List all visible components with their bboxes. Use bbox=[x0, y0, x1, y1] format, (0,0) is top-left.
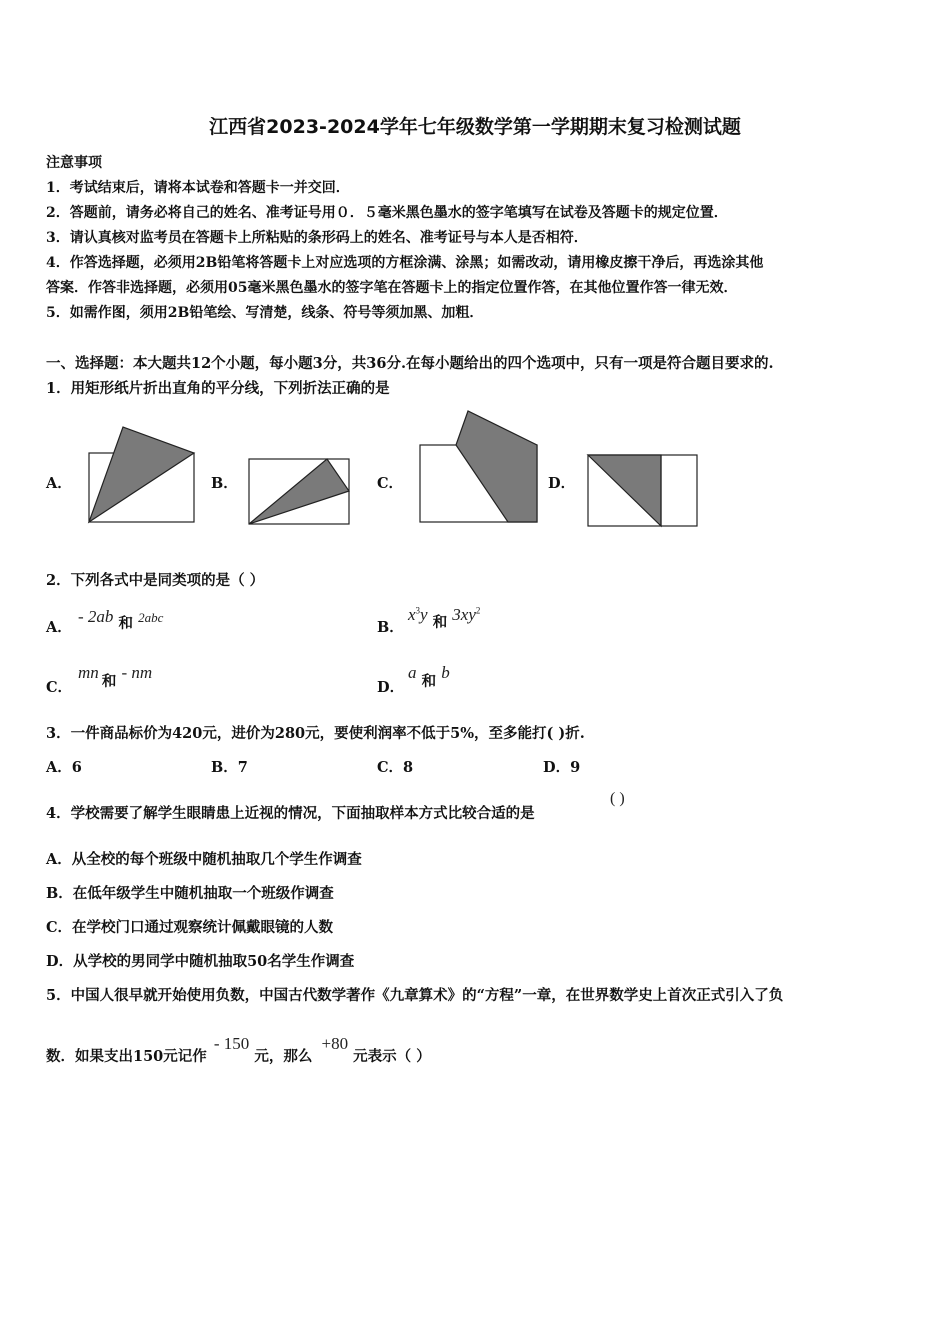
question-5-line2 bbox=[46, 1033, 431, 1065]
question-1-stem: 1．用矩形纸片折出直角的平分线，下列折法正确的是 bbox=[46, 380, 390, 397]
exponent: 2 bbox=[475, 605, 481, 616]
expr: mn bbox=[78, 663, 99, 682]
option-label-d: D． bbox=[548, 475, 576, 492]
notice-item: 3．请认真核对监考员在答题卡上所粘贴的条形码上的姓名、准考证号与本人是否相符． bbox=[46, 230, 588, 246]
option-label-b: B． bbox=[377, 619, 404, 636]
answer-parentheses: ( ) bbox=[610, 790, 625, 807]
expr: - 2ab bbox=[78, 607, 114, 626]
fold-figure-a bbox=[89, 427, 194, 522]
conjunction: 和 bbox=[421, 673, 437, 690]
expr: a bbox=[408, 663, 417, 682]
fold-figure-c bbox=[420, 411, 537, 522]
expr: - nm bbox=[121, 663, 153, 682]
value-expr: - 150 bbox=[213, 1034, 250, 1053]
section-heading: 一、选择题：本大题共12个小题，每小题3分，共36分.在每小题给出的四个选项中，只有一项是符合题目要求的. bbox=[46, 355, 774, 372]
option-d-expr bbox=[408, 662, 450, 690]
fold-figure-b bbox=[249, 459, 349, 524]
option-b: B．在低年级学生中随机抽取一个班级作调查 bbox=[46, 885, 334, 902]
page-title: 江西省2023-2024学年七年级数学第一学期期末复习检测试题 bbox=[209, 116, 741, 138]
fold-figure-d bbox=[588, 455, 697, 526]
text-segment: 数．如果支出150元记作 bbox=[46, 1048, 207, 1065]
option-a-expr bbox=[78, 606, 164, 632]
notice-item: 2．答题前，请务必将自己的姓名、准考证号用０．５毫米黑色墨水的签字笔填写在试卷及答题卡的规定位置． bbox=[46, 205, 728, 221]
conjunction: 和 bbox=[118, 615, 134, 632]
question-3-stem: 3．一件商品标价为420元，进价为280元，要使利润率不低于5%，至多能打( )折. bbox=[46, 725, 585, 742]
option-d: D．从学校的男同学中随机抽取50名学生作调查 bbox=[46, 953, 355, 970]
option-label-b: B． bbox=[211, 475, 238, 492]
expr: b bbox=[441, 663, 450, 682]
option-label-c: C． bbox=[377, 475, 404, 492]
value-expr: +80 bbox=[321, 1034, 349, 1053]
option-b: B．7 bbox=[211, 759, 248, 776]
notice-heading: 注意事项 bbox=[46, 155, 102, 171]
expr: 3xy bbox=[452, 605, 476, 624]
conjunction: 和 bbox=[432, 614, 448, 631]
question-4-stem: 4．学校需要了解学生眼睛患上近视的情况，下面抽取样本方式比较合适的是 bbox=[46, 805, 535, 822]
notice-item: 4．作答选择题，必须用2B铅笔将答题卡上对应选项的方框涂满、涂黑；如需改动，请用橡皮擦干净后，再选涂其他 bbox=[46, 255, 764, 271]
option-a: A．6 bbox=[46, 759, 82, 776]
expr: x bbox=[408, 605, 416, 624]
notice-item: 1．考试结束后，请将本试卷和答题卡一并交回． bbox=[46, 180, 350, 196]
option-label-d: D． bbox=[377, 679, 405, 696]
exponent: 3 bbox=[415, 605, 421, 616]
option-c: C．8 bbox=[377, 759, 414, 776]
text-segment: 元表示（ ） bbox=[353, 1048, 431, 1065]
expr: 2abc bbox=[138, 610, 164, 625]
option-label-a: A． bbox=[46, 619, 72, 636]
fold-figures bbox=[0, 0, 950, 560]
expr: y bbox=[420, 605, 428, 624]
option-a: A．从全校的每个班级中随机抽取几个学生作调查 bbox=[46, 851, 362, 868]
option-label-c: C． bbox=[46, 679, 73, 696]
conjunction: 和 bbox=[101, 673, 117, 690]
option-b-expr bbox=[408, 604, 481, 631]
question-2-stem: 2．下列各式中是同类项的是（ ） bbox=[46, 572, 265, 589]
question-5-line1: 5．中国人很早就开始使用负数，中国古代数学著作《九章算术》的“方程”一章，在世界数学史上首次正式引入了负 bbox=[46, 987, 784, 1004]
notice-item: 5．如需作图，须用2B铅笔绘、写清楚，线条、符号等须加黑、加粗． bbox=[46, 305, 484, 321]
option-label-a: A． bbox=[46, 475, 72, 492]
text-segment: 元，那么 bbox=[254, 1048, 313, 1065]
option-d: D．9 bbox=[543, 759, 581, 776]
option-c: C．在学校门口通过观察统计佩戴眼镜的人数 bbox=[46, 919, 334, 936]
option-c-expr bbox=[78, 662, 153, 690]
notice-item: 答案．作答非选择题，必须用05毫米黑色墨水的签字笔在答题卡上的指定位置作答，在其他位置作答一律无效． bbox=[46, 280, 738, 296]
